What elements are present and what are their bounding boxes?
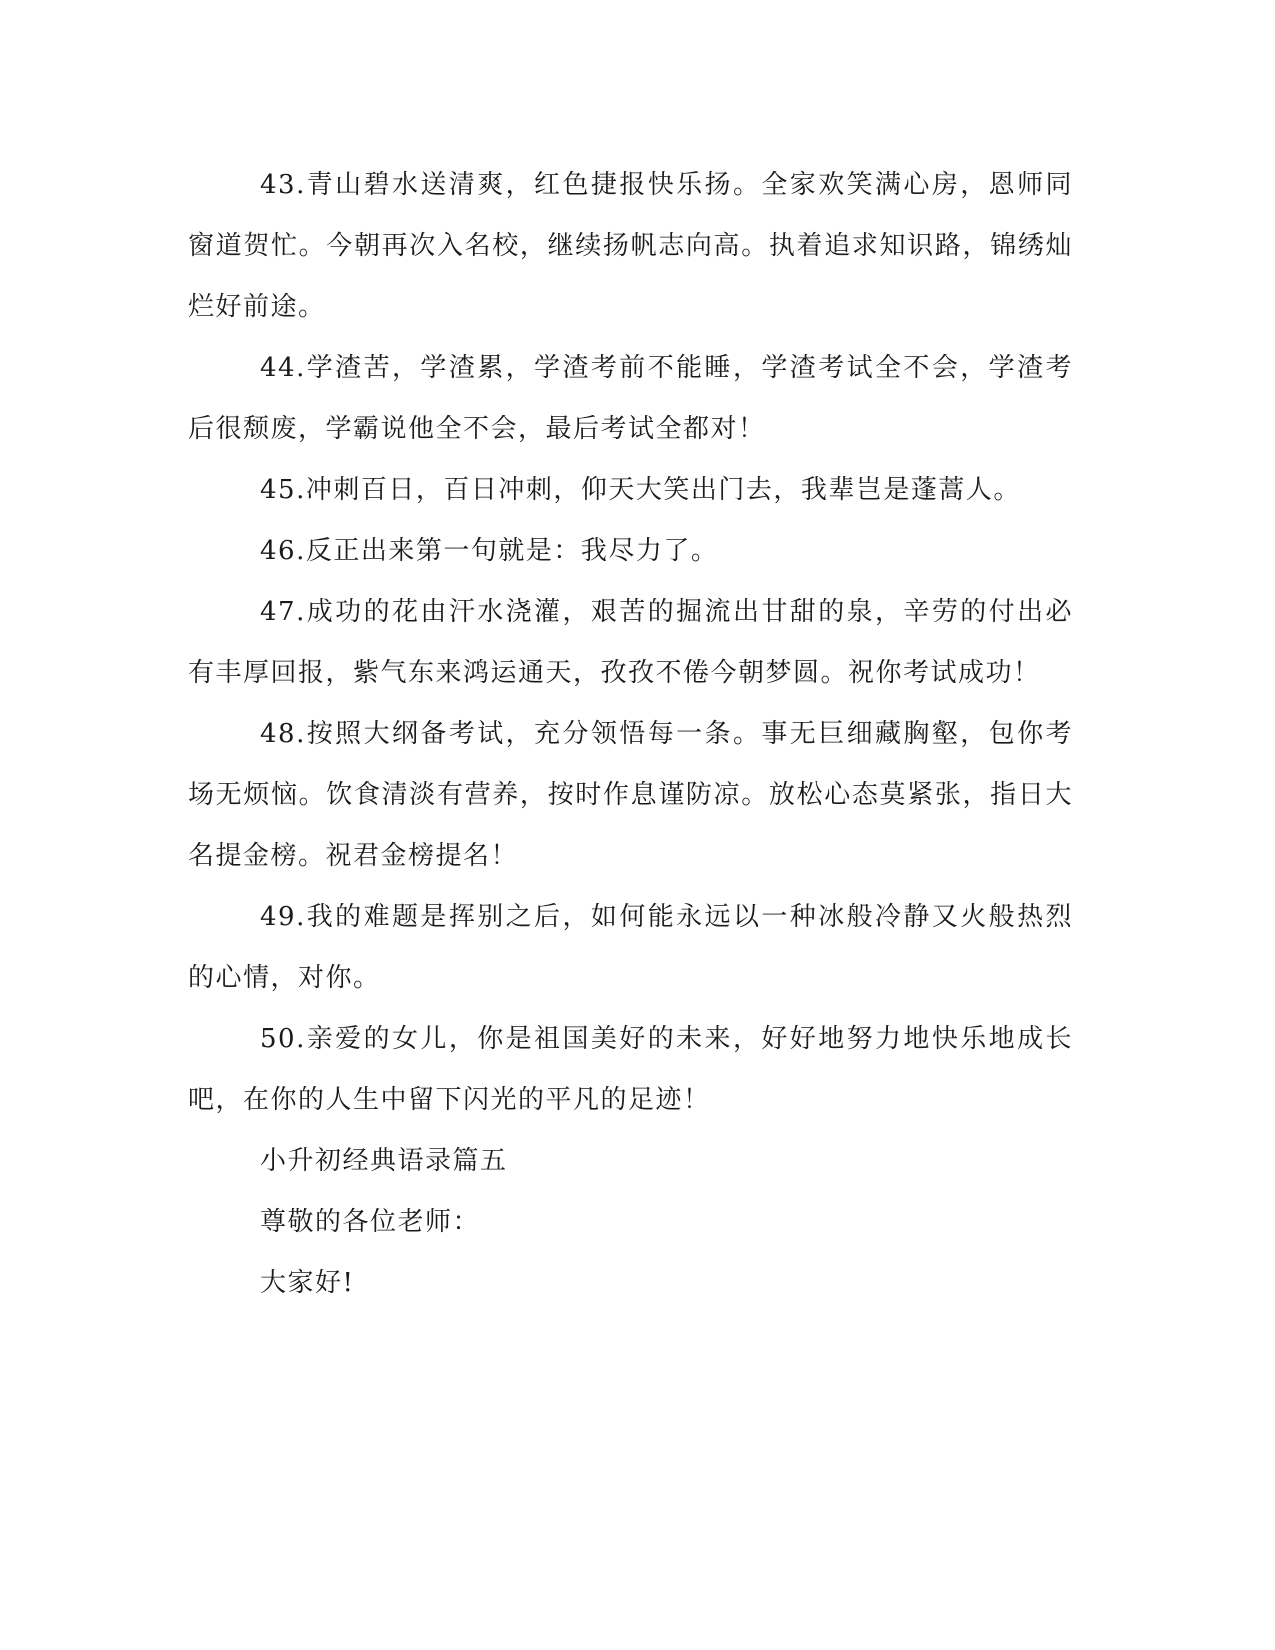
section-heading: 小升初经典语录篇五 xyxy=(260,1146,508,1176)
paragraph-49: 49.我的难题是挥别之后，如何能永远以一种冰般冷静又火般热烈的心情，对你。 xyxy=(188,902,1073,993)
paragraph-44: 44.学渣苦，学渣累，学渣考前不能睡，学渣考试全不会，学渣考后很颓废，学霸说他全不会，最后考试全都对！ xyxy=(188,353,1073,444)
paragraph-46: 46.反正出来第一句就是：我尽力了。 xyxy=(260,536,719,566)
document-body xyxy=(188,155,1073,1314)
paragraph-50: 50.亲爱的女儿，你是祖国美好的未来，好好地努力地快乐地成长吧，在你的人生中留下闪光的平凡的足迹！ xyxy=(188,1024,1073,1115)
paragraph-43: 43.青山碧水送清爽，红色捷报快乐扬。全家欢笑满心房，恩师同窗道贺忙。今朝再次入名校，继续扬帆志向高。执着追求知识路，锦绣灿烂好前途。 xyxy=(188,170,1073,322)
paragraph-48: 48.按照大纲备考试，充分领悟每一条。事无巨细藏胸壑，包你考场无烦恼。饮食清淡有营养，按时作息谨防凉。放松心态莫紧张，指日大名提金榜。祝君金榜提名！ xyxy=(188,719,1073,871)
paragraph-45: 45.冲刺百日，百日冲刺，仰天大笑出门去，我辈岂是蓬蒿人。 xyxy=(260,475,1021,505)
greeting: 大家好! xyxy=(260,1268,355,1298)
paragraph-47: 47.成功的花由汗水浇灌，艰苦的掘流出甘甜的泉，辛劳的付出必有丰厚回报，紫气东来鸿运通天，孜孜不倦今朝梦圆。祝你考试成功！ xyxy=(188,597,1073,688)
salutation: 尊敬的各位老师： xyxy=(260,1207,481,1237)
